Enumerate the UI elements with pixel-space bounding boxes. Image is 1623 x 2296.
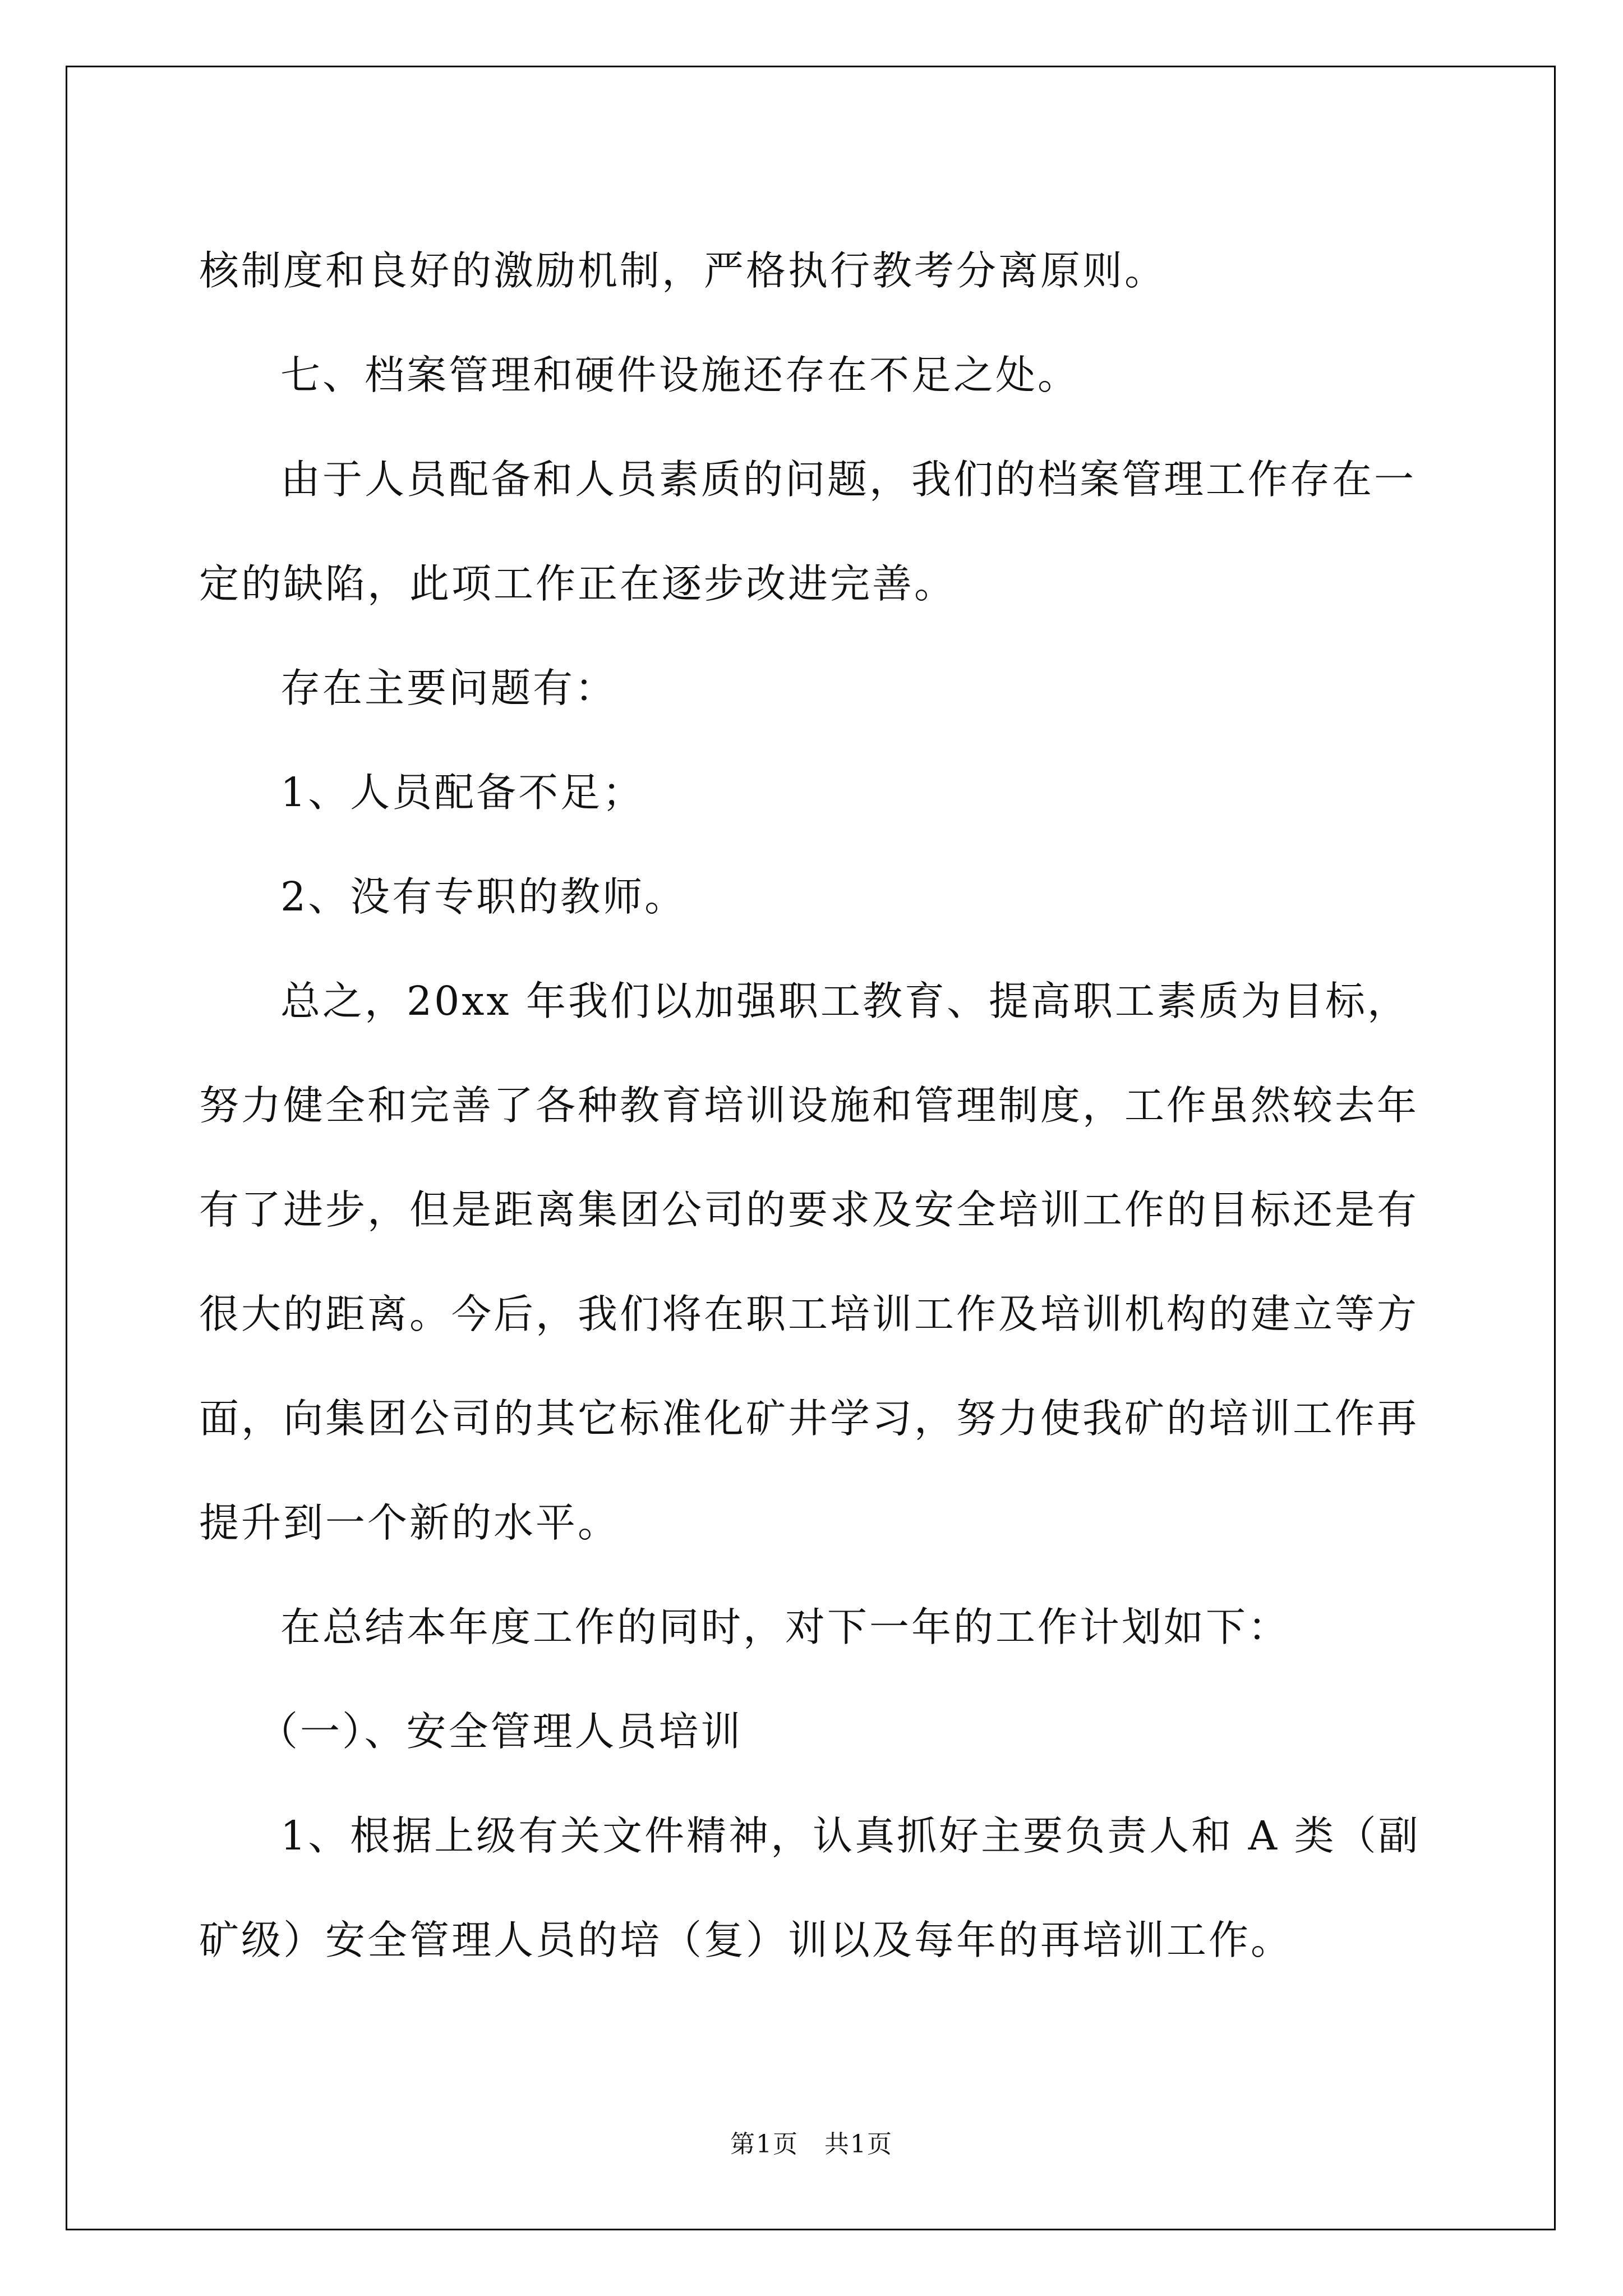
subsection-heading-safety-training: （一）、安全管理人员培训: [258, 1708, 743, 1755]
document-body: [199, 219, 1422, 1993]
list-item-staffing: 1、人员配备不足；: [280, 769, 645, 816]
paragraph-summary: 总之，20xx 年我们以加强职工教育、提高职工素质为目标，努力健全和完善了各种教育培训设施和管理制度，工作虽然较去年有了进步，但是距离集团公司的要求及安全培训工作的目标还是有很大的距离。今后，我们将在职工培训工作及培训机构的建立等方面，向集团公司的其它标准化矿井学习，努力使我矿的培训工作再提升到一个新的水平。: [199, 978, 1419, 1546]
paragraph-continuation: 核制度和良好的激励机制，严格执行教考分离原则。: [199, 247, 1167, 294]
paragraph-main-problems: 存在主要问题有：: [280, 665, 617, 711]
list-item-teachers: 2、没有专职的教师。: [280, 873, 687, 920]
section-heading-archives: 七、档案管理和硬件设施还存在不足之处。: [280, 352, 1080, 398]
paragraph-plan-intro: 在总结本年度工作的同时，对下一年的工作计划如下：: [280, 1604, 1290, 1650]
paragraph-archive-defects: 由于人员配备和人员素质的问题，我们的档案管理工作存在一定的缺陷，此项工作正在逐步改进完善。: [199, 456, 1417, 607]
paragraph-training-plan-1: 1、根据上级有关文件精神，认真抓好主要负责人和 A 类（副矿级）安全管理人员的培（复）训以及每年的再培训工作。: [199, 1812, 1421, 1963]
page-footer: 第1页 共1页: [730, 2130, 893, 2159]
